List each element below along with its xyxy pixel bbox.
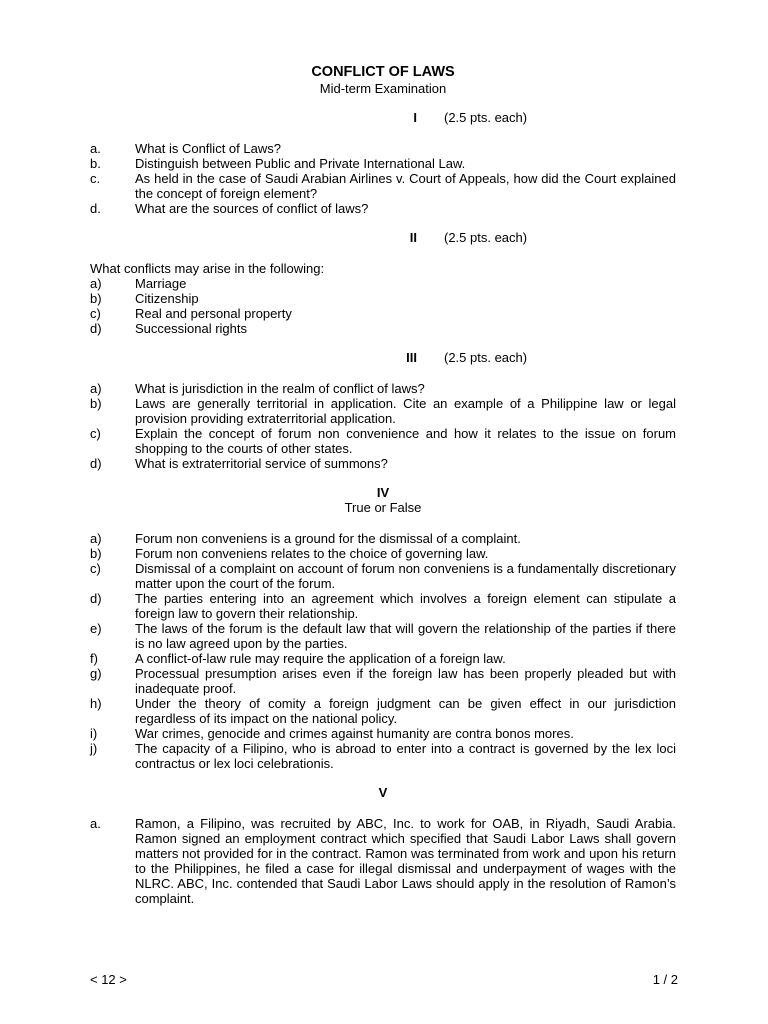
list-item: c) Explain the concept of forum non convenience and how it relates to the issue on forum shopping to the courts of other states.: [90, 426, 676, 456]
list-item: c) Real and personal property: [90, 306, 292, 321]
list-item: d) The parties entering into an agreement which involves a foreign element can stipulate a foreign law to govern their relationship.: [90, 591, 676, 621]
list-item: c) Dismissal of a complaint on account of forum non conveniens is a fundamentally discretionary matter upon the court of the forum.: [90, 561, 676, 591]
section-header-1: [90, 110, 676, 125]
page-title: CONFLICT OF LAWS: [311, 64, 455, 80]
list-item: a. Ramon, a Filipino, was recruited by ABC, Inc. to work for OAB, in Riyadh, Saudi Arabia. Ramon signed an employment contract which specified that Saudi Labor Laws shall govern matters not provided for in the contract. Ramon was terminated from work and upon his return to the Philippines, he filed a case for illegal dismissal and underpayment of wages with the NLRC. ABC, Inc. contended that Saudi Labor Laws should apply in the resolution of Ramon’s complaint.: [90, 816, 676, 906]
list-item: a) Marriage: [90, 276, 187, 291]
section-5-list: [90, 816, 676, 906]
list-item: i) War crimes, genocide and crimes against humanity are contra bonos mores.: [90, 726, 574, 741]
section-points: (2.5 pts. each): [444, 230, 528, 245]
list-item: b. Distinguish between Public and Private International Law.: [90, 156, 466, 171]
section-2-list: [90, 276, 676, 336]
section-heading: True or False: [344, 500, 422, 515]
section-header-4: [90, 485, 676, 515]
list-item: b) Forum non conveniens relates to the choice of governing law.: [90, 546, 489, 561]
section-points: (2.5 pts. each): [444, 110, 528, 125]
section-number: III: [406, 350, 417, 365]
list-item: g) Processual presumption arises even if the foreign law has been properly pleaded but with inadequate proof.: [90, 666, 676, 696]
section-header-2: [90, 230, 676, 245]
page-footer: [90, 972, 678, 987]
list-item: d) What is extraterritorial service of summons?: [90, 456, 388, 471]
section-1-list: [90, 141, 676, 216]
list-item: a. What is Conflict of Laws?: [90, 141, 281, 156]
section-number: IV: [376, 485, 390, 500]
page-subtitle: Mid-term Examination: [319, 81, 447, 96]
section-number: I: [413, 110, 417, 125]
section-header-5: [90, 785, 676, 800]
section-3-list: [90, 381, 676, 471]
list-item: c. As held in the case of Saudi Arabian Airlines v. Court of Appeals, how did the Court explained the concept of foreign element?: [90, 171, 676, 201]
section-2-intro: What conflicts may arise in the following:: [90, 261, 325, 276]
list-item: a) What is jurisdiction in the realm of conflict of laws?: [90, 381, 425, 396]
section-points: (2.5 pts. each): [444, 350, 528, 365]
list-item: d) Successional rights: [90, 321, 247, 336]
footer-page-count: 1 / 2: [652, 972, 678, 987]
exam-page: [90, 63, 676, 906]
section-number: II: [409, 230, 417, 245]
list-item: j) The capacity of a Filipino, who is abroad to enter into a contract is governed by the lex loci contractus or lex loci celebrationis.: [90, 741, 676, 771]
list-item: h) Under the theory of comity a foreign judgment can be given effect in our jurisdiction regardless of its impact on the national policy.: [90, 696, 676, 726]
section-4-list: [90, 531, 676, 771]
footer-page-marker: < 12 >: [90, 972, 127, 987]
list-item: b) Citizenship: [90, 291, 199, 306]
section-header-3: [90, 350, 676, 365]
list-item: a) Forum non conveniens is a ground for the dismissal of a complaint.: [90, 531, 521, 546]
section-number: V: [378, 785, 388, 800]
list-item: b) Laws are generally territorial in application. Cite an example of a Philippine law or legal provision providing extraterritorial application.: [90, 396, 676, 426]
list-item: d. What are the sources of conflict of laws?: [90, 201, 369, 216]
list-item: e) The laws of the forum is the default law that will govern the relationship of the parties if there is no law agreed upon by the parties.: [90, 621, 676, 651]
list-item: f) A conflict-of-law rule may require the application of a foreign law.: [90, 651, 506, 666]
